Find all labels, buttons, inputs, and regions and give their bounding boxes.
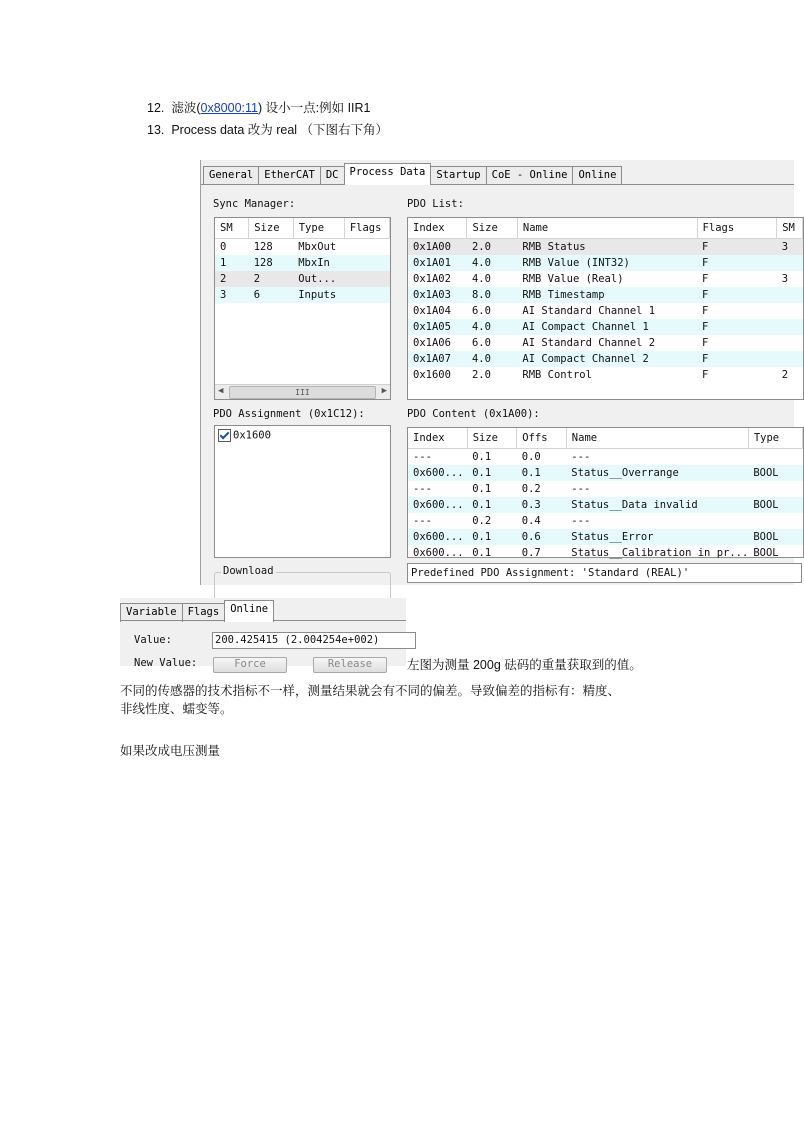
table-cell: [777, 319, 803, 335]
tab-online[interactable]: Online: [224, 600, 274, 622]
value-label: Value:: [134, 634, 172, 646]
table-cell: [777, 335, 803, 351]
list-item-12: [147, 98, 371, 116]
table-row[interactable]: [408, 271, 803, 287]
table-cell: F: [697, 287, 777, 303]
table-cell: F: [697, 319, 777, 335]
pdo-list-table: [408, 218, 803, 383]
table-cell: [777, 303, 803, 319]
new-value-label: New Value:: [134, 657, 198, 669]
table-cell: BOOL: [748, 497, 802, 513]
column-header[interactable]: Size: [467, 218, 517, 239]
table-row[interactable]: [408, 529, 803, 545]
tab-online[interactable]: Online: [572, 166, 622, 185]
table-cell: 0.2: [521, 483, 541, 495]
table-row[interactable]: [408, 335, 803, 351]
table-header-row: [408, 218, 803, 239]
column-header[interactable]: Offs: [517, 428, 567, 449]
table-row[interactable]: [215, 239, 390, 256]
table-cell: [344, 287, 389, 303]
pdo-assignment-list[interactable]: [214, 425, 391, 558]
list-text: ) 设小一点:例如 IIR1: [257, 101, 371, 115]
table-cell: BOOL: [748, 465, 802, 481]
table-cell: 1: [215, 255, 249, 271]
table-cell: 0x1A04: [413, 305, 451, 317]
table-row[interactable]: [215, 271, 390, 287]
table-header-row: [408, 428, 803, 449]
table-row[interactable]: [215, 287, 390, 303]
table-cell: RMB Value (INT32): [517, 255, 697, 271]
table-cell: 3: [777, 239, 803, 256]
table-cell: 8.0: [467, 287, 517, 303]
table-cell: 4.0: [471, 273, 491, 285]
predefined-pdo-assignment-select[interactable]: Predefined PDO Assignment: 'Standard (REAL)': [407, 563, 802, 583]
table-cell: 0x600...: [413, 547, 464, 559]
table-cell: Status__Error: [566, 529, 748, 545]
table-cell: F: [702, 337, 709, 349]
table-cell: Inputs: [293, 287, 344, 303]
table-cell: BOOL: [748, 529, 802, 545]
list-text: Process data 改为 real （下图右下角）: [171, 123, 389, 137]
pdo-content-label: PDO Content (0x1A00):: [407, 408, 540, 420]
table-cell: ---: [571, 515, 591, 527]
table-cell: MbxOut: [298, 241, 337, 253]
list-number: 13.: [147, 123, 165, 137]
table-cell: [344, 255, 389, 271]
table-row[interactable]: [408, 465, 803, 481]
sync-manager-label: Sync Manager:: [213, 198, 296, 210]
table-cell: AI Compact Channel 1: [517, 319, 697, 335]
pdo-content-list[interactable]: [407, 427, 804, 558]
table-cell: ---: [571, 483, 591, 495]
table-cell: 2: [215, 271, 249, 287]
sync-manager-table: [215, 218, 390, 303]
value-field[interactable]: 200.425415 (2.004254e+002): [212, 632, 416, 649]
table-cell: [777, 255, 803, 271]
table-cell: [344, 271, 389, 287]
table-cell: F: [697, 351, 777, 367]
tab-flags[interactable]: Flags: [182, 603, 226, 622]
table-cell: [344, 239, 389, 256]
table-cell: 3: [215, 287, 249, 303]
column-header[interactable]: SM: [777, 218, 803, 239]
caption-text: 左图为测量 200g 砝码的重量获取到的值。: [407, 658, 642, 672]
table-cell: Status__Overrange: [566, 465, 748, 481]
release-button[interactable]: Release: [313, 657, 387, 673]
table-cell: Out...: [293, 271, 344, 287]
table-cell: ---: [413, 483, 432, 495]
table-cell: 4.0: [467, 255, 517, 271]
table-row[interactable]: [408, 545, 803, 561]
table-row[interactable]: [408, 367, 803, 383]
table-cell: F: [702, 273, 709, 285]
variable-online-window: [120, 598, 406, 670]
column-header[interactable]: SM: [215, 218, 249, 239]
table-row[interactable]: [408, 449, 803, 466]
sync-manager-list[interactable]: [214, 217, 391, 400]
table-row[interactable]: [408, 497, 803, 513]
pdo-list-label: PDO List:: [407, 198, 464, 210]
list-text: 滤波(: [171, 101, 201, 115]
table-cell: [748, 513, 802, 529]
tab-general[interactable]: General: [203, 166, 259, 185]
checkbox-checked-icon[interactable]: [218, 429, 231, 442]
tab-coe-online[interactable]: CoE - Online: [486, 166, 574, 185]
column-header[interactable]: Name: [566, 428, 748, 449]
column-header[interactable]: Type: [293, 218, 344, 239]
table-cell: F: [697, 255, 777, 271]
table-cell: RMB Status: [517, 239, 697, 256]
table-cell: 0x1A05: [408, 319, 467, 335]
tab-strip: [203, 166, 621, 185]
tab-ethercat[interactable]: EtherCAT: [258, 166, 321, 185]
table-cell: 0.1: [517, 465, 567, 481]
table-cell: 0x1A01: [408, 255, 467, 271]
table-cell: [777, 351, 803, 367]
table-cell: 2: [781, 369, 789, 381]
table-cell: 0x1600: [413, 369, 451, 381]
table-cell: 4.0: [467, 351, 517, 367]
table-row[interactable]: [408, 513, 803, 529]
table-cell: [748, 481, 802, 497]
paragraph-line: 不同的传感器的技术指标不一样，测量结果就会有不同的偏差。导致偏差的指标有：精度、: [120, 684, 621, 698]
table-cell: 0.7: [521, 547, 541, 559]
table-cell: 0.6: [517, 529, 567, 545]
list-number: 12.: [147, 101, 165, 115]
column-header[interactable]: Size: [467, 428, 517, 449]
table-cell: 0.4: [521, 515, 541, 527]
table-cell: ---: [571, 451, 591, 463]
table-cell: 0x1A06: [413, 337, 451, 349]
table-cell: [748, 449, 802, 466]
column-header[interactable]: Flags: [697, 218, 777, 239]
table-cell: 0.1: [467, 465, 517, 481]
table-cell: 0.1: [472, 451, 492, 463]
scroll-thumb[interactable]: III: [229, 386, 376, 399]
table-cell: 6.0: [471, 337, 491, 349]
table-cell: 6: [249, 287, 294, 303]
table-cell: BOOL: [753, 547, 779, 559]
table-cell: 3: [781, 273, 789, 285]
table-cell: Status__Calibration in pr...: [571, 547, 749, 559]
table-cell: F: [697, 239, 777, 256]
pdo-content-table: [408, 428, 803, 561]
table-cell: 0x1A07: [408, 351, 467, 367]
pdo-assignment-label: PDO Assignment (0x1C12):: [213, 408, 365, 420]
table-cell: 128: [249, 255, 294, 271]
table-cell: 0x1A03: [408, 287, 467, 303]
table-cell: 0x600...: [408, 465, 467, 481]
table-cell: 0x1A00: [408, 239, 467, 256]
table-row[interactable]: [408, 351, 803, 367]
table-cell: 6.0: [471, 305, 491, 317]
table-cell: 0.1: [472, 483, 492, 495]
process-data-window: [200, 160, 794, 585]
list-item-13: [147, 120, 388, 138]
table-cell: 2.0: [471, 369, 491, 381]
table-cell: Status__Data invalid: [566, 497, 748, 513]
table-cell: 0x1A02: [413, 273, 451, 285]
table-cell: 0x600...: [408, 497, 467, 513]
paragraph: 如果改成电压测量: [120, 744, 221, 758]
table-row[interactable]: [408, 239, 803, 256]
table-cell: 0: [220, 241, 227, 253]
column-header[interactable]: Index: [408, 218, 467, 239]
table-row[interactable]: [408, 287, 803, 303]
table-header-row: [215, 218, 390, 239]
table-cell: 0.1: [467, 497, 517, 513]
tab-dc[interactable]: DC: [320, 166, 345, 185]
table-row[interactable]: [408, 481, 803, 497]
table-row[interactable]: [408, 255, 803, 271]
table-cell: ---: [413, 451, 432, 463]
table-cell: 0.2: [472, 515, 492, 527]
table-row[interactable]: [408, 303, 803, 319]
column-header[interactable]: Size: [249, 218, 294, 239]
table-cell: MbxIn: [293, 255, 344, 271]
table-cell: 0.1: [467, 529, 517, 545]
table-cell: 4.0: [467, 319, 517, 335]
table-cell: 0x600...: [408, 529, 467, 545]
table-row[interactable]: [408, 319, 803, 335]
table-cell: F: [702, 369, 709, 381]
scroll-right-icon[interactable]: ▶: [381, 386, 387, 396]
table-cell: 2: [249, 271, 294, 287]
pdo-assignment-item[interactable]: [215, 426, 390, 445]
column-header[interactable]: Index: [408, 428, 467, 449]
scroll-left-icon[interactable]: ◀: [218, 386, 224, 396]
table-cell: [777, 287, 803, 303]
column-header[interactable]: Name: [517, 218, 697, 239]
tab-startup[interactable]: Startup: [430, 166, 486, 185]
table-cell: 128: [253, 241, 273, 253]
table-cell: ---: [413, 515, 432, 527]
table-cell: 0.0: [521, 451, 541, 463]
pdo-assignment-value: 0x1600: [233, 429, 271, 442]
column-header[interactable]: Type: [748, 428, 802, 449]
table-row[interactable]: [215, 255, 390, 271]
table-cell: RMB Timestamp: [517, 287, 697, 303]
table-cell: 2.0: [467, 239, 517, 256]
pdo-list[interactable]: [407, 217, 804, 400]
table-cell: 0.1: [472, 547, 492, 559]
register-link[interactable]: 0x8000:11: [200, 101, 258, 115]
table-cell: RMB Value (Real): [522, 273, 624, 285]
tab-variable[interactable]: Variable: [120, 603, 183, 622]
column-header[interactable]: Flags: [344, 218, 389, 239]
paragraph-line: 非线性度、蠕变等。: [120, 702, 233, 716]
table-cell: AI Standard Channel 2: [522, 337, 656, 349]
table-cell: 0.3: [517, 497, 567, 513]
download-label: Download: [223, 565, 274, 577]
table-cell: AI Standard Channel 1: [522, 305, 656, 317]
horizontal-scrollbar[interactable]: [215, 384, 390, 399]
force-button[interactable]: Force: [213, 657, 287, 673]
tab-process-data[interactable]: Process Data: [344, 163, 432, 185]
table-cell: RMB Control: [522, 369, 592, 381]
table-cell: AI Compact Channel 2: [517, 351, 697, 367]
table-cell: F: [702, 305, 709, 317]
